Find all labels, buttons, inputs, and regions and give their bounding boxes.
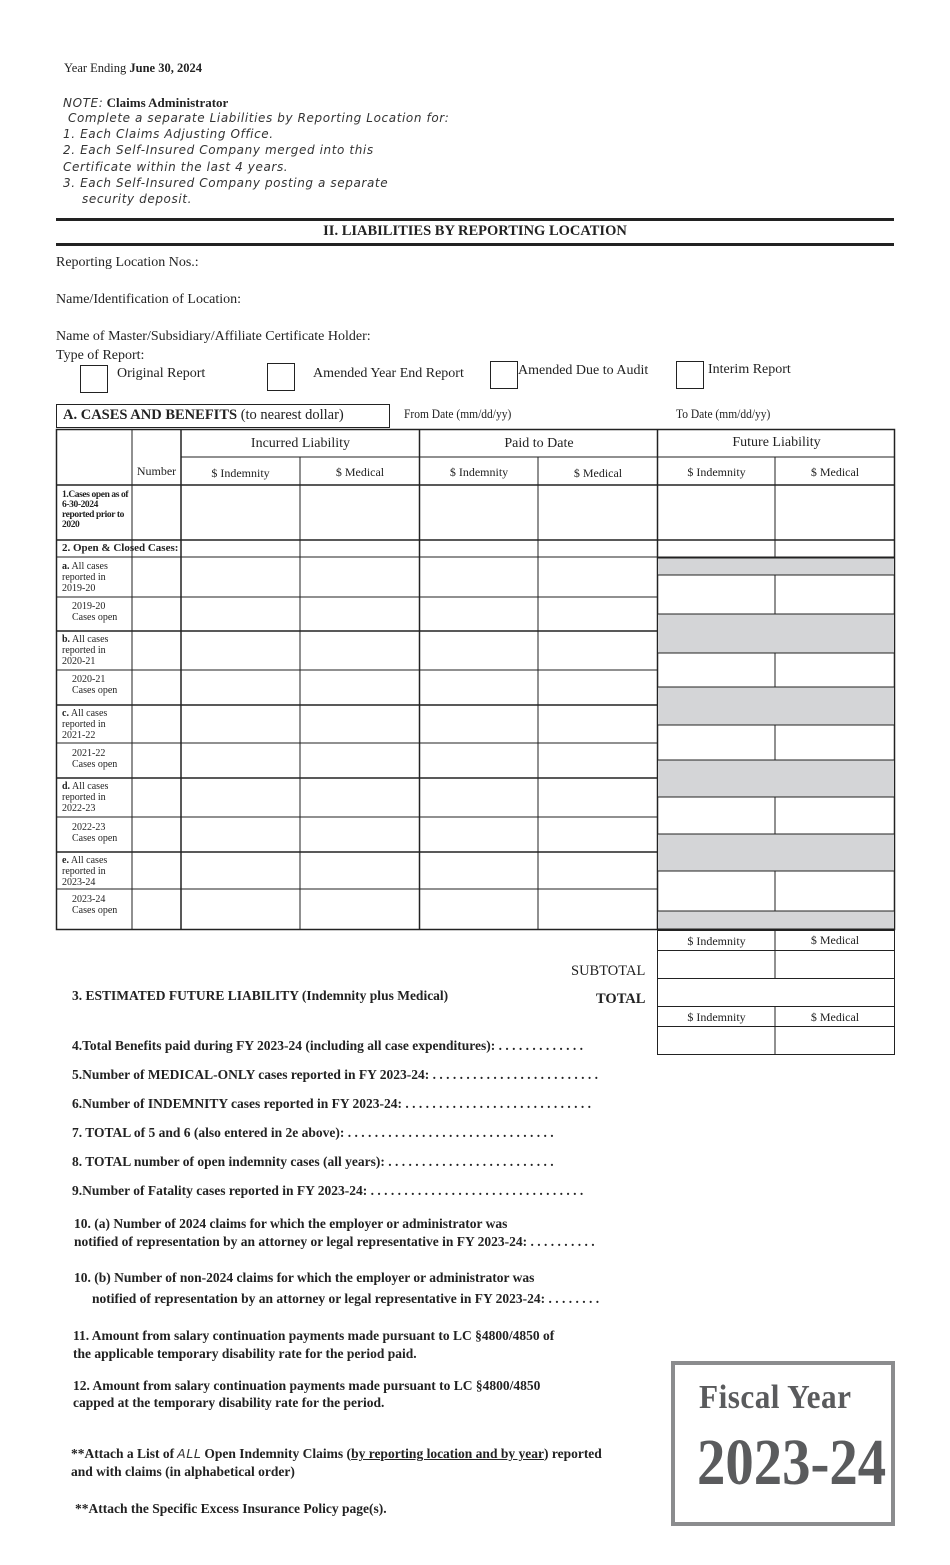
subtotal-indemnity-header: $ Indemnity [687, 934, 746, 948]
note-line: security deposit. [82, 192, 192, 206]
note-title: Claims Administrator [106, 95, 229, 110]
row-cases-prior-2020: 1.Cases open as of 6-30-2024 reported prior to 2020 [62, 490, 129, 530]
type-of-report-label: Type of Report: [56, 348, 145, 363]
future-liability-header: Future Liability [732, 435, 821, 450]
row-open-2021-22: 2021-22 Cases open [72, 748, 118, 770]
interim-report-label: Interim Report [708, 362, 791, 377]
original-report-label: Original Report [117, 366, 206, 381]
location-name-label: Name/Identification of Location: [56, 292, 242, 307]
cases-title-rest: (to nearest dollar) [240, 407, 344, 423]
paid-fy-indemnity-header: $ Indemnity [687, 1010, 746, 1024]
cases-title-bold: A. CASES AND BENEFITS [63, 407, 238, 423]
q4-total-benefits-paid: 4.Total Benefits paid during FY 2023-24 (including all case expenditures): . . . . . . . . . . . . . [72, 1038, 584, 1053]
subtotal-label: SUBTOTAL [571, 963, 646, 979]
incurred-medical-header: $ Medical [335, 465, 385, 479]
note-line: Certificate within the last 4 years. [63, 160, 289, 174]
row-open-closed-cases: 2. Open & Closed Cases: [62, 542, 179, 554]
row-all-cases-2023-24: e. All cases reported in 2023-24 [62, 855, 108, 888]
fiscal-year-box [671, 1361, 895, 1526]
fiscal-year-label: Fiscal Year [699, 1379, 852, 1416]
paid-fy-medical-header: $ Medical [810, 1010, 860, 1024]
q9-fatality-cases: 9.Number of Fatality cases reported in FY 2023-24: . . . . . . . . . . . . . . . . . . . . . . . . . . . . . . . . [72, 1183, 584, 1198]
paid-indemnity-header: $ Indemnity [449, 465, 509, 479]
q10b-line1: 10. (b) Number of non-2024 claims for which the employer or administrator was [74, 1270, 535, 1285]
note-line: 1. Each Claims Adjusting Office. [63, 127, 274, 141]
paid-to-date-header: Paid to Date [504, 436, 574, 451]
certificate-holder-label: Name of Master/Subsidiary/Affiliate Certificate Holder: [56, 329, 371, 344]
attach-list-line2: and with claims (in alphabetical order) [71, 1464, 295, 1479]
amended-year-end-label: Amended Year End Report [313, 366, 464, 381]
row-all-cases-2019-20: a. All cases reported in 2019-20 [62, 561, 108, 594]
q6-indemnity-cases: 6.Number of INDEMNITY cases reported in FY 2023-24: . . . . . . . . . . . . . . . . . . . . . . . . . . . . [72, 1096, 591, 1111]
row-all-cases-2021-22: c. All cases reported in 2021-22 [62, 708, 108, 741]
number-column-header: Number [136, 464, 177, 478]
incurred-indemnity-header: $ Indemnity [211, 466, 270, 480]
section-title: II. LIABILITIES BY REPORTING LOCATION [323, 223, 627, 239]
year-ending-value: June 30, 2024 [129, 61, 202, 75]
subtotal-medical-header: $ Medical [810, 933, 860, 947]
reporting-location-label: Reporting Location Nos.: [56, 255, 199, 270]
q11-line2: the applicable temporary disability rate for the period paid. [73, 1346, 417, 1361]
note-label: NOTE: [63, 96, 104, 110]
to-date-label[interactable]: To Date (mm/dd/yy) [676, 407, 771, 421]
future-indemnity-header: $ Indemnity [687, 465, 746, 479]
q5-medical-only-cases: 5.Number of MEDICAL-ONLY cases reported in FY 2023-24: . . . . . . . . . . . . . . . . . . . . . . . . . [72, 1067, 598, 1082]
row-open-2023-24: 2023-24 Cases open [72, 894, 118, 916]
q11-line1: 11. Amount from salary continuation payments made pursuant to LC §4800/4850 of [73, 1328, 555, 1343]
row-open-2022-23: 2022-23 Cases open [72, 822, 118, 844]
note-line: 3. Each Self-Insured Company posting a separate [63, 176, 389, 190]
q10a-line2: notified of representation by an attorney or legal representative in FY 2023-24: . . . . . . . . . . [74, 1234, 595, 1249]
q3-estimated-future-liability: 3. ESTIMATED FUTURE LIABILITY (Indemnity plus Medical) [72, 988, 449, 1003]
attach-policy-line: **Attach the Specific Excess Insurance Policy page(s). [75, 1501, 387, 1516]
q12-line2: capped at the temporary disability rate for the period. [73, 1395, 385, 1410]
incurred-liability-header: Incurred Liability [250, 436, 351, 451]
from-date-label[interactable]: From Date (mm/dd/yy) [404, 407, 512, 421]
total-label: TOTAL [596, 991, 646, 1007]
note-line: Complete a separate Liabilities by Reporting Location for: [68, 111, 450, 125]
row-open-2020-21: 2020-21 Cases open [72, 674, 118, 696]
note-line: 2. Each Self-Insured Company merged into this [63, 143, 374, 157]
q10a-line1: 10. (a) Number of 2024 claims for which the employer or administrator was [74, 1216, 508, 1231]
attach-list-line1: **Attach a List of ALL Open Indemnity Claims (by reporting location and by year) reported [71, 1446, 602, 1461]
row-open-2019-20: 2019-20 Cases open [72, 601, 118, 623]
paid-medical-header: $ Medical [573, 466, 623, 480]
year-ending-label: Year Ending [64, 61, 127, 75]
q12-line1: 12. Amount from salary continuation payments made pursuant to LC §4800/4850 [73, 1378, 541, 1393]
future-medical-header: $ Medical [810, 465, 860, 479]
q7-total-5-and-6: 7. TOTAL of 5 and 6 (also entered in 2e above): . . . . . . . . . . . . . . . . . . . . . . . . . . . . . . . [72, 1125, 554, 1140]
q8-open-indemnity-cases: 8. TOTAL number of open indemnity cases (all years): . . . . . . . . . . . . . . . . . . . . . . . . . [72, 1154, 554, 1169]
q10b-line2: notified of representation by an attorney or legal representative in FY 2023-24: . . . . . . . . [92, 1291, 600, 1306]
fiscal-year-value: 2023-24 [697, 1426, 887, 1499]
amended-audit-label: Amended Due to Audit [518, 363, 649, 378]
row-all-cases-2020-21: b. All cases reported in 2020-21 [62, 634, 109, 667]
row-all-cases-2022-23: d. All cases reported in 2022-23 [62, 781, 109, 814]
